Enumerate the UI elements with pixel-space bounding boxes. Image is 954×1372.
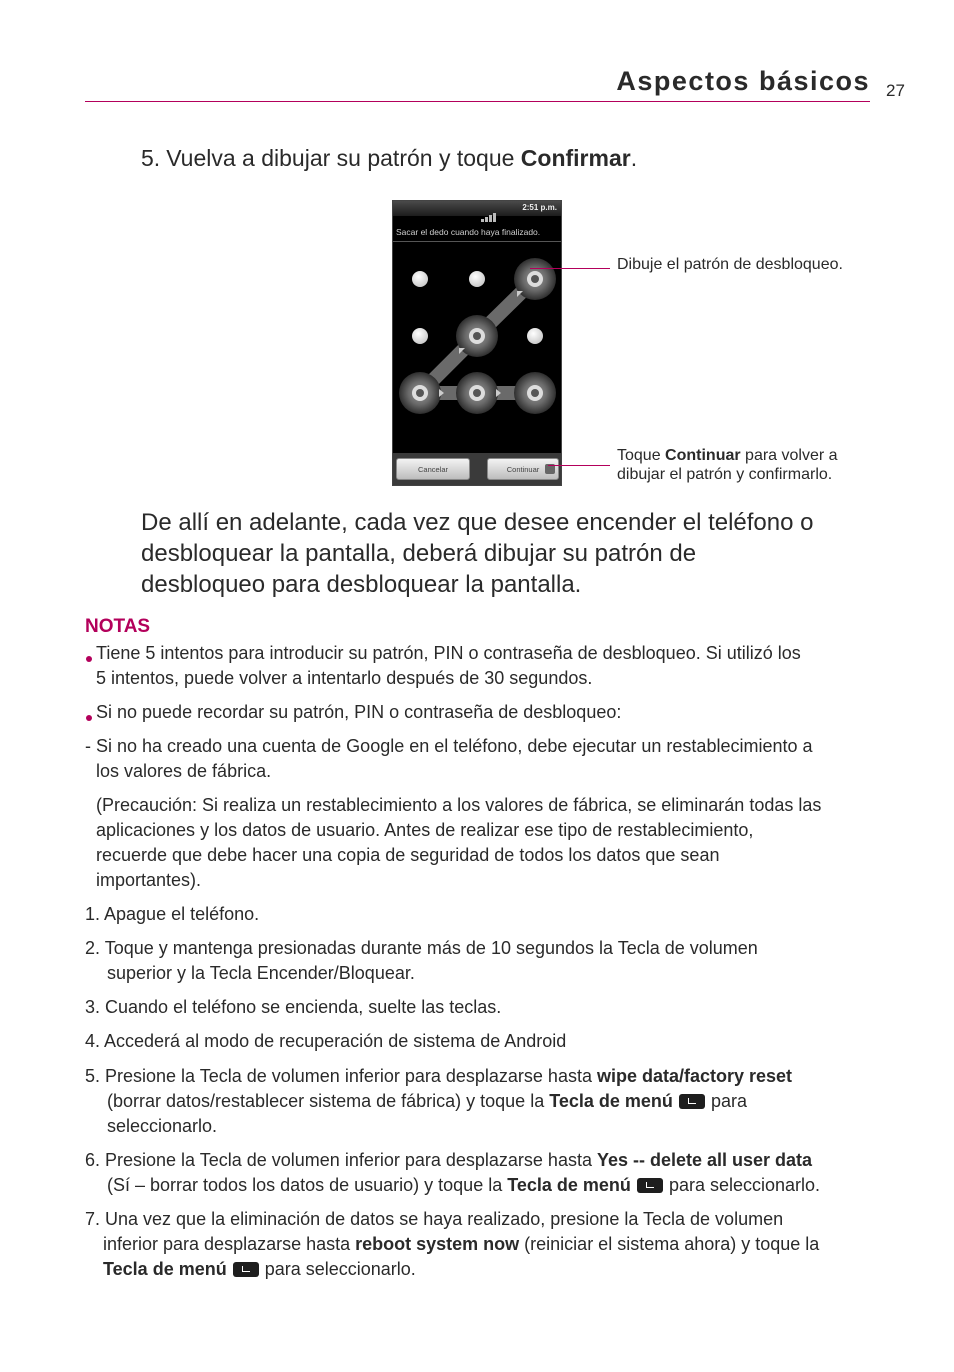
step-5-reset <box>85 1064 792 1139</box>
header-divider <box>85 101 870 102</box>
cancel-button[interactable]: Cancelar <box>396 458 470 480</box>
paragraph-line: desbloqueo para desbloquear la pantalla. <box>141 571 582 598</box>
paragraph-line: desbloquear la pantalla, deberá dibujar su patrón de <box>141 540 697 567</box>
step-7 <box>85 1207 819 1282</box>
callout-continue-suffix: para volver a <box>740 447 838 464</box>
note-line: recuerde que debe hacer una copia de seguridad de todos los datos que sean <box>96 845 720 865</box>
callout-continue-bold: Continuar <box>665 447 741 464</box>
pattern-dot[interactable] <box>469 271 485 287</box>
main-paragraph <box>141 507 901 600</box>
callout-draw-pattern: Dibuje el patrón de desbloqueo. <box>617 256 843 273</box>
note-line: - Si no ha creado una cuenta de Google en el teléfono, debe ejecutar un restablecimiento a <box>85 736 813 756</box>
continue-button[interactable] <box>487 458 559 480</box>
step-text: Vuelva a dibujar su patrón y toque <box>166 145 521 171</box>
note-text: (borrar datos/restablecer sistema de fábrica) y toque la <box>107 1091 550 1111</box>
menu-key-icon <box>233 1262 259 1277</box>
note-text: 6. Presione la Tecla de volumen inferior para desplazarse hasta <box>85 1150 597 1170</box>
note-line: Tiene 5 intentos para introducir su patrón, PIN o contraseña de desbloqueo. Si utilizó los <box>96 643 801 663</box>
menu-key-label: Tecla de menú <box>507 1175 631 1195</box>
menu-key-label: Tecla de menú <box>549 1091 673 1111</box>
phone-button-bar <box>393 453 561 485</box>
section-title: Aspectos básicos <box>616 66 870 96</box>
menu-key-icon <box>637 1178 663 1193</box>
note-line: 2. Toque y mantenga presionadas durante más de 10 segundos la Tecla de volumen <box>85 938 758 958</box>
step-6 <box>85 1148 820 1198</box>
callout-continue-line2: dibujar el patrón y confirmarlo. <box>617 466 833 483</box>
pattern-dot-selected[interactable] <box>399 372 441 414</box>
note-text: 5. Presione la Tecla de volumen inferior para desplazarse hasta <box>85 1066 597 1086</box>
callout-line-draw <box>530 268 610 269</box>
phone-prompt: Sacar el dedo cuando haya finalizado. <box>396 227 541 237</box>
step-5-instruction <box>141 145 637 172</box>
paragraph-line: De allí en adelante, cada vez que desee encender el teléfono o <box>141 509 814 536</box>
note-line: importantes). <box>96 870 202 890</box>
note-line: aplicaciones y los datos de usuario. Antes de realizar ese tipo de restablecimiento, <box>96 820 754 840</box>
note-bullet-2: Si no puede recordar su patrón, PIN o contraseña de desbloqueo: <box>96 702 622 722</box>
unlock-pattern-grid[interactable] <box>393 247 561 427</box>
pattern-dot[interactable] <box>412 328 428 344</box>
wipe-data-option: wipe data/factory reset <box>596 1066 793 1086</box>
step-4: 4. Accederá al modo de recuperación de sistema de Android <box>85 1031 567 1051</box>
pattern-dot-selected[interactable] <box>514 372 556 414</box>
menu-key-icon <box>679 1094 705 1109</box>
callout-continue-prefix: Toque <box>617 447 666 464</box>
status-time: 2:51 p.m. <box>522 203 557 212</box>
note-text: para seleccionarlo. <box>264 1259 416 1279</box>
note-line: (Precaución: Si realiza un restablecimiento a los valores de fábrica, se eliminarán todas las <box>96 795 822 815</box>
notes-heading: NOTAS <box>85 616 151 637</box>
caution-note <box>96 793 821 893</box>
note-line: 7. Una vez que la eliminación de datos se haya realizado, presione la Tecla de volumen <box>85 1209 784 1229</box>
continue-label: Continuar <box>506 465 540 474</box>
confirm-label: Confirmar <box>520 145 631 171</box>
step-number: 5. <box>141 145 161 171</box>
note-text: (reiniciar el sistema ahora) y toque la <box>519 1234 820 1254</box>
pattern-dot-selected[interactable] <box>456 372 498 414</box>
step-3: 3. Cuando el teléfono se encienda, suelte las teclas. <box>85 997 502 1017</box>
bullet-dot-icon <box>86 715 92 721</box>
note-line: los valores de fábrica. <box>96 761 272 781</box>
note-dash-item <box>85 734 813 784</box>
status-bar <box>393 201 561 216</box>
note-text: (Sí – borrar todos los datos de usuario) y toque la <box>107 1175 508 1195</box>
step-1: 1. Apague el teléfono. <box>85 904 260 924</box>
note-line: superior y la Tecla Encender/Bloquear. <box>107 963 415 983</box>
step-2 <box>85 936 758 986</box>
callout-continue <box>617 446 877 484</box>
pattern-dot[interactable] <box>412 271 428 287</box>
note-bullet-1 <box>96 641 801 691</box>
bullet-dot-icon <box>86 656 92 662</box>
step-period: . <box>630 145 638 171</box>
pattern-dot[interactable] <box>527 328 543 344</box>
menu-key-label: Tecla de menú <box>103 1259 227 1279</box>
delete-data-option: Yes -- delete all user data <box>596 1150 813 1170</box>
note-text: para seleccionarlo. <box>668 1175 821 1195</box>
phone-screenshot <box>392 200 562 486</box>
note-line: 5 intentos, puede volver a intentarlo después de 30 segundos. <box>96 668 593 688</box>
page-number: 27 <box>886 81 905 100</box>
note-line: seleccionarlo. <box>107 1116 218 1136</box>
reboot-option: reboot system now <box>355 1234 520 1254</box>
phone-divider <box>393 241 561 242</box>
callout-line-continue <box>548 465 610 466</box>
signal-icon <box>481 204 507 213</box>
note-text: para <box>710 1091 747 1111</box>
note-text: inferior para desplazarse hasta <box>103 1234 356 1254</box>
